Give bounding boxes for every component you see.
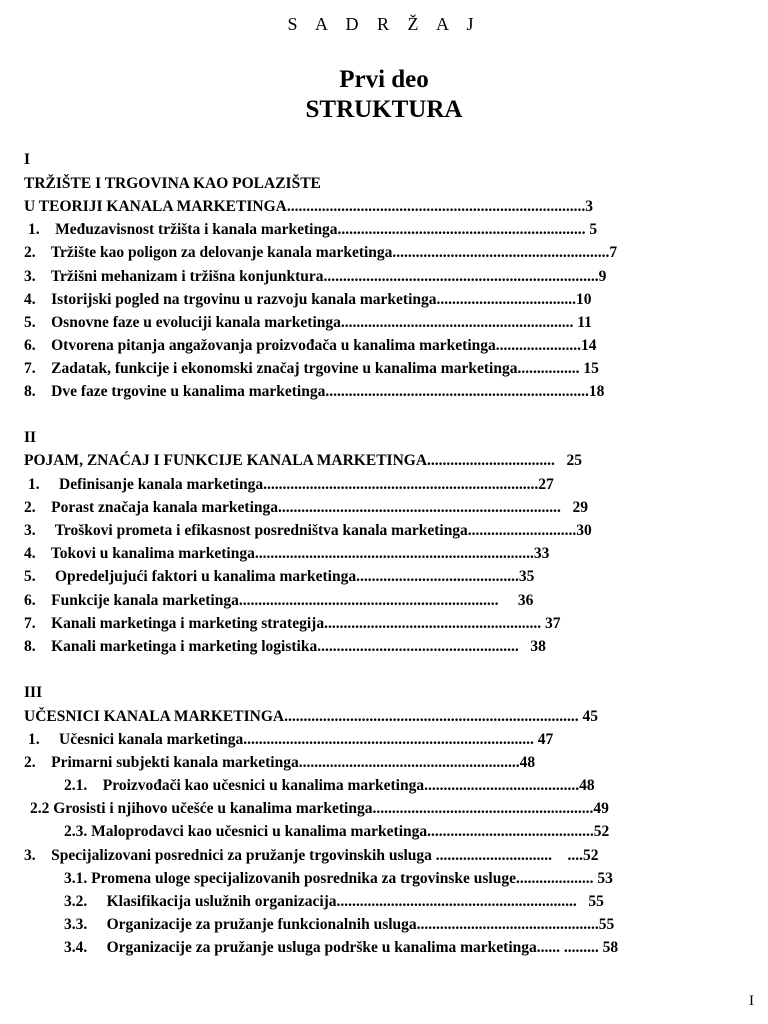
toc-entry[interactable]: 3. Tržišni mehanizam i tržišna konjunktura.......................................................................9 xyxy=(24,268,607,285)
toc-entry[interactable]: 6. Otvorena pitanja angažovanja proizvođača u kanalima marketinga......................14 xyxy=(24,337,597,354)
section-title-3[interactable]: UČESNICI KANALA MARKETINGA............................................................................ 45 xyxy=(24,708,598,725)
toc-entry[interactable]: 2. Tržište kao poligon za delovanje kanala marketinga........................................................7 xyxy=(24,244,618,261)
toc-entry[interactable]: 8. Dve faze trgovine u kanalima marketinga....................................................................18 xyxy=(24,383,605,400)
toc-title: S A D R Ž A J xyxy=(287,14,481,34)
toc-entry[interactable]: 4. Tokovi u kanalima marketinga........................................................................33 xyxy=(24,545,550,562)
toc-subentry[interactable]: 2.3. Maloprodavci kao učesnici u kanalima marketinga...........................................52 xyxy=(64,823,610,840)
toc-entry[interactable]: 8. Kanali marketinga i marketing logistika.................................................... 38 xyxy=(24,638,546,655)
toc-entry[interactable]: 3. Troškovi prometa i efikasnost posredništva kanala marketinga............................30 xyxy=(24,522,592,539)
section-roman-2: II xyxy=(24,429,37,446)
toc-entry[interactable]: 4. Istorijski pogled na trgovinu u razvoju kanala marketinga....................................10 xyxy=(24,291,592,308)
section-roman-1: I xyxy=(24,151,31,168)
toc-subentry[interactable]: 2.1. Proizvođači kao učesnici u kanalima marketinga........................................48 xyxy=(64,777,595,794)
toc-entry[interactable]: 2. Porast značaja kanala marketinga......................................................................... 29 xyxy=(24,499,589,516)
toc-entry[interactable]: 5. Opredeljujući faktori u kanalima marketinga..........................................35 xyxy=(24,568,535,585)
toc-subentry[interactable]: 3.2. Klasifikacija uslužnih organizacija.............................................................. 55 xyxy=(64,893,604,910)
toc-subentry[interactable]: 2.2 Grosisti i njihovo učešće u kanalima marketinga.........................................................49 xyxy=(30,800,609,817)
toc-entry[interactable]: 3. Specijalizovani posrednici za pružanje trgovinskih usluga .............................. ....52 xyxy=(24,847,599,864)
toc-entry[interactable]: 7. Zadatak, funkcije i ekonomski značaj trgovine u kanalima marketinga................ 15 xyxy=(24,360,599,377)
page-number: I xyxy=(749,993,754,1009)
toc-entry[interactable]: 5. Osnovne faze u evoluciji kanala marketinga............................................................ 11 xyxy=(24,314,592,331)
section-roman-3: III xyxy=(24,684,43,701)
toc-entry[interactable]: 2. Primarni subjekti kanala marketinga.........................................................48 xyxy=(24,754,536,771)
toc-subentry[interactable]: 3.1. Promena uloge specijalizovanih posrednika za trgovinske usluge.................... 53 xyxy=(64,870,613,887)
toc-subentry[interactable]: 3.4. Organizacije za pružanje usluga podrške u kanalima marketinga...... ......... 58 xyxy=(64,939,619,956)
part-subtitle: STRUKTURA xyxy=(305,96,463,123)
toc-subentry[interactable]: 3.3. Organizacije za pružanje funkcionalnih usluga...............................................55 xyxy=(64,916,615,933)
section-title-2[interactable]: POJAM, ZNAĆAJ I FUNKCIJE KANALA MARKETINGA................................. 25 xyxy=(24,452,583,469)
toc-entry[interactable]: 1. Međuzavisnost tržišta i kanala marketinga................................................................ 5 xyxy=(28,221,598,238)
toc-entry[interactable]: 1. Definisanje kanala marketinga.......................................................................27 xyxy=(28,476,554,493)
part-heading: Prvi deo xyxy=(339,66,429,93)
section-title-1-line-1: TRŽIŠTE I TRGOVINA KAO POLAZIŠTE xyxy=(24,175,321,192)
toc-entry[interactable]: 7. Kanali marketinga i marketing strategija........................................................ 37 xyxy=(24,615,561,632)
toc-entry[interactable]: 1. Učesnici kanala marketinga........................................................................... 47 xyxy=(28,731,554,748)
toc-entry[interactable]: 6. Funkcije kanala marketinga................................................................... 36 xyxy=(24,592,534,609)
section-title-1-line-2[interactable]: U TEORIJI KANALA MARKETINGA.............................................................................3 xyxy=(24,198,593,215)
